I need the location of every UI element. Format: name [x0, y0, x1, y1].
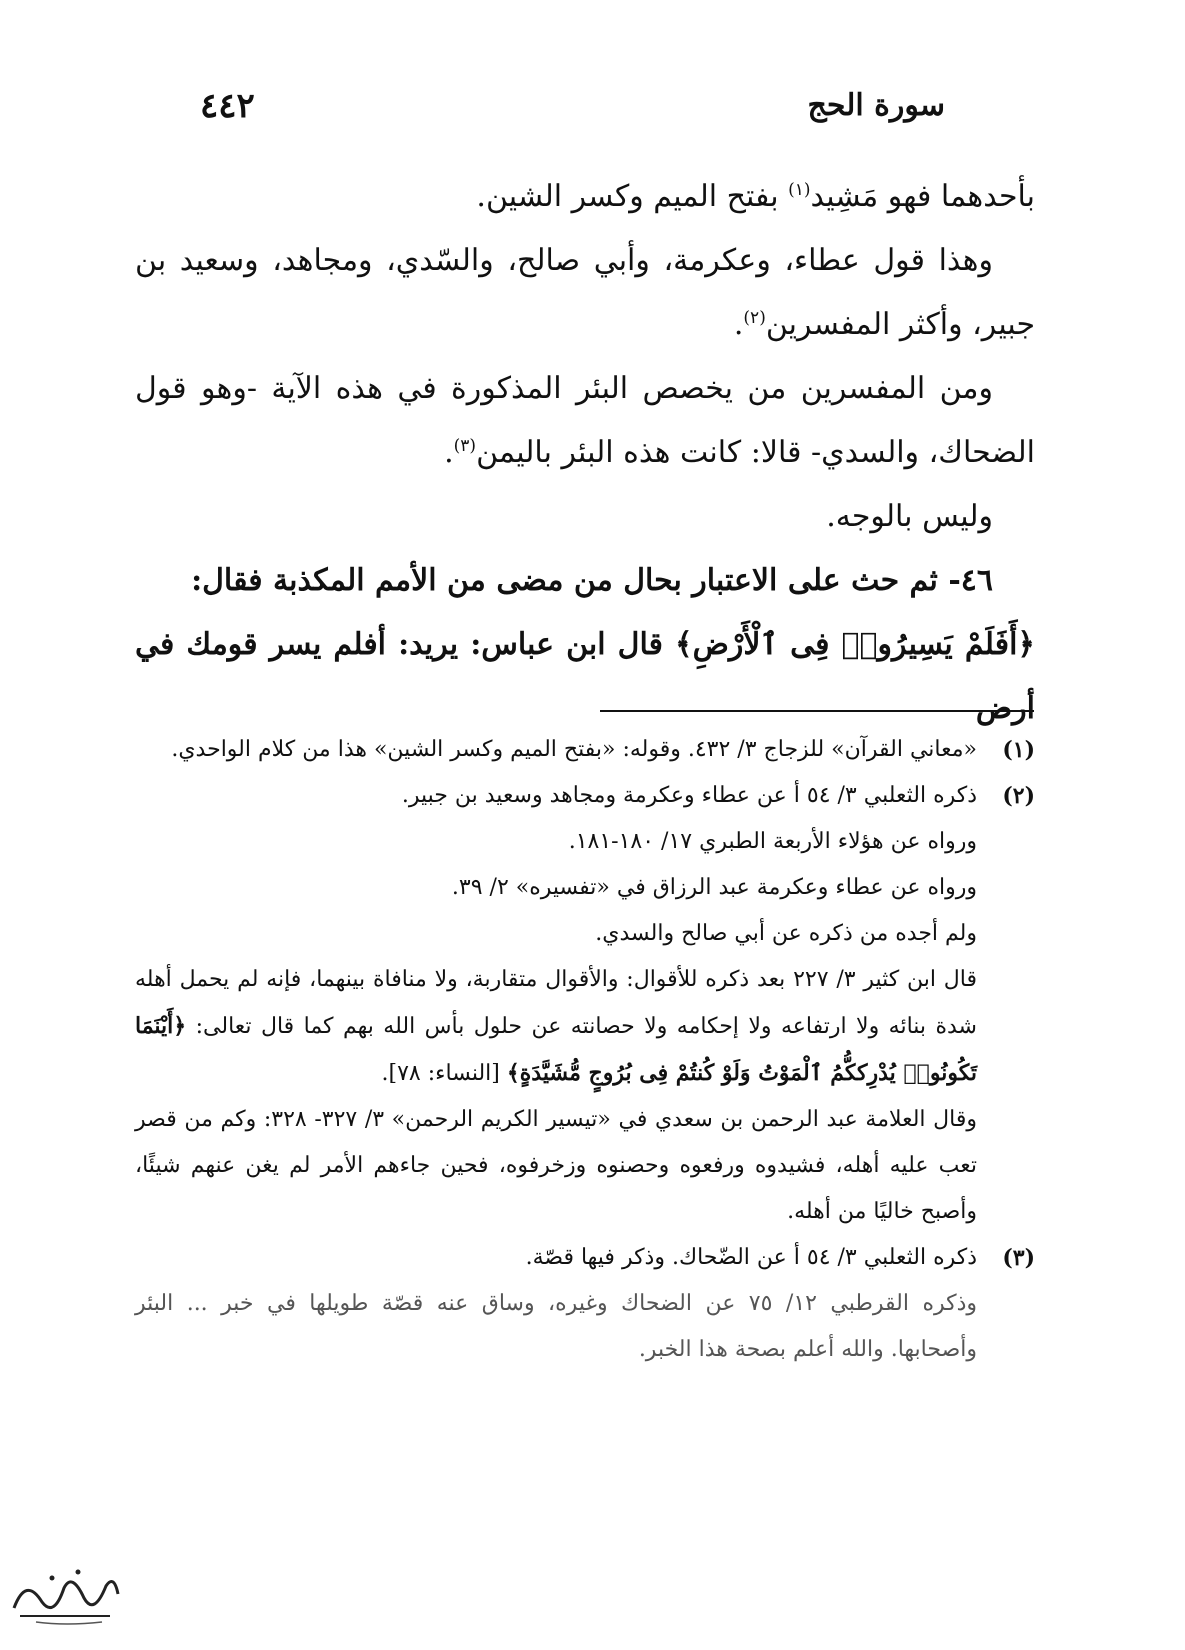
footnote-ref-3: (٣): [453, 436, 477, 456]
paragraph-4: وليس بالوجه.: [826, 499, 993, 534]
footnote-2-line-4: ولم أجده من ذكره عن أبي صالح والسدي.: [595, 921, 977, 946]
publisher-logo: [6, 1558, 124, 1628]
footnote-3-line-2: وذكره القرطبي ١٢/ ٧٥ عن الضحاك وغيره، وساق عنه قصّة طويلها في خبر ... البئر وأصحابها. والله أعلم بصحة هذا الخبر.: [135, 1291, 978, 1362]
footnote-2-line-5-text: قال ابن كثير ٣/ ٢٢٧ بعد ذكره للأقوال: والأقوال متقاربة، ولا منافاة بينهما، فإنه لم يحمل أهله شدة بنائه ولا ارتفاعه ولا إحكامه ولا حصانته عن حلول بأس الله بهم كما قال تعالى:: [135, 967, 978, 1039]
paragraph-3-text: ومن المفسرين من يخصص البئر المذكورة في هذه الآية -وهو قول الضحاك، والسدي- قالا: كانت هذه البئر باليمن: [135, 371, 1035, 470]
footnote-ref-1: (١): [788, 180, 811, 200]
footnote-1-text: «معاني القرآن» للزجاج ٣/ ٤٣٢. وقوله: «بفتح الميم وكسر الشين» هذا من كلام الواحدي.: [171, 737, 977, 762]
paragraph-3: [135, 357, 1035, 485]
main-text: [135, 165, 1035, 741]
footnote-3-number: (٣): [1002, 1245, 1035, 1271]
paragraph-1-text: بأحدهما فهو مَشِيد: [810, 179, 1035, 214]
footnote-2-line-3: ورواه عن عطاء وعكرمة عبد الرزاق في «تفسيره» ٢/ ٣٩.: [451, 875, 977, 900]
paragraph-6-text: قال ابن عباس: يريد: أفلم يسر قومك في أرض: [135, 627, 1035, 726]
footnote-3: [135, 1235, 1035, 1373]
footnote-2-line-2: ورواه عن هؤلاء الأربعة الطبري ١٧/ ١٨٠-١٨١.: [568, 829, 977, 854]
paragraph-2-text: وهذا قول عطاء، وعكرمة، وأبي صالح، والسّدي، ومجاهد، وسعيد بن جبير، وأكثر المفسرين: [135, 243, 1035, 342]
paragraph-6: [135, 613, 1035, 741]
footnotes: [135, 727, 1035, 1373]
footnote-2: [135, 773, 1035, 1235]
paragraph-1: [135, 165, 1035, 229]
footnote-2-quran-quote: ﴿أَيْنَمَا تَكُونُوا۟ يُدْرِككُّمُ ٱلْمَوْتُ وَلَوْ كُنتُمْ فِى بُرُوجٍ مُّشَيَّدَةٍ﴾: [135, 1013, 977, 1086]
footnote-2-number: (٢): [1002, 783, 1035, 809]
footnote-2-line-5-ref: [النساء: ٧٨].: [381, 1061, 507, 1086]
surah-title: سورة الحج: [807, 88, 945, 123]
footnote-2-line-5: [135, 957, 977, 1097]
footnote-1-number: (١): [1002, 737, 1035, 763]
quran-quote: ﴿أَفَلَمْ يَسِيرُوا۟ فِى ٱلْأَرْضِ﴾: [675, 627, 1035, 662]
verse-heading-46: ٤٦- ثم حث على الاعتبار بحال من مضى من الأمم المكذبة فقال:: [191, 563, 993, 598]
footnote-separator: [600, 710, 1034, 712]
paragraph-1-text-end: بفتح الميم وكسر الشين.: [476, 179, 789, 214]
paragraph-2-text-end: .: [733, 307, 744, 342]
footnote-2-line-1: ذكره الثعلبي ٣/ ٥٤ أ عن عطاء وعكرمة ومجاهد وسعيد بن جبير.: [401, 783, 977, 808]
footnote-3-line-1: ذكره الثعلبي ٣/ ٥٤ أ عن الضّحاك. وذكر فيها قصّة.: [525, 1245, 977, 1270]
footnote-ref-2: (٢): [743, 308, 766, 328]
footnote-2-line-6: وقال العلامة عبد الرحمن بن سعدي في «تيسير الكريم الرحمن» ٣/ ٣٢٧- ٣٢٨: وكم من قصر تعب عليه أهله، فشيدوه ورفعوه وحصنوه وزخرفوه، فحين جاءهم الأمر لم يغن عنهم شيئًا، وأصبح خاليًا من أهله.: [135, 1107, 977, 1224]
page-header: [200, 78, 945, 128]
paragraph-2: [135, 229, 1035, 357]
page-number: ٤٤٢: [200, 86, 255, 126]
footnote-1: [135, 727, 1035, 773]
paragraph-3-text-end: .: [444, 435, 454, 470]
